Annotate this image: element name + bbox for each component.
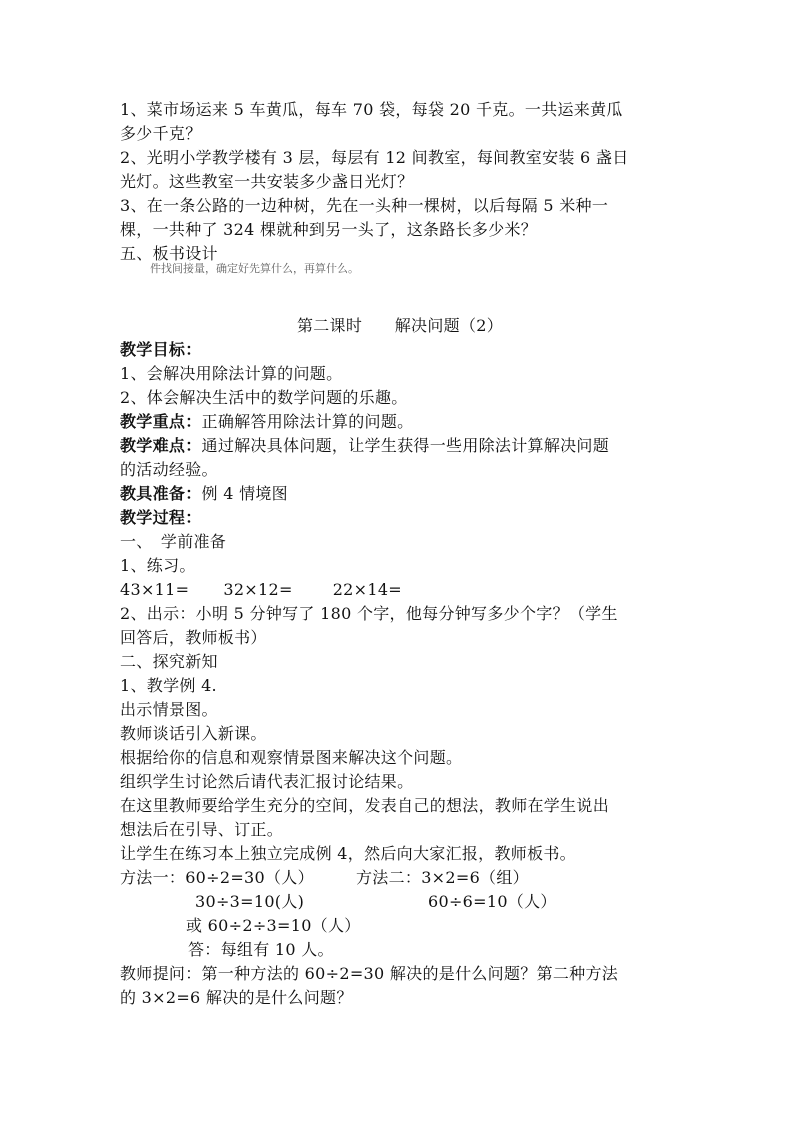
section-2-heading: 二、探究新知: [120, 652, 218, 671]
problem-3-line-2: 棵，一共种了 324 棵就种到另一头了，这条路长多少米？: [120, 220, 538, 239]
problem-1-line-1: 1、菜市场运来 5 车黄瓜，每车 70 袋，每袋 20 千克。一共运来黄瓜: [120, 100, 623, 119]
problem-3-line-1: 3、在一条公路的一边种树，先在一头种一棵树，以后每隔 5 米种一: [120, 196, 609, 215]
show-problem-line-2: 回答后，教师板书）: [120, 628, 267, 647]
tools-text: 例 4 情境图: [201, 484, 288, 503]
method-2-line-1: 方法二：3×2=6（组）: [356, 868, 529, 887]
difficulty-label: 教学难点：: [120, 436, 202, 455]
problem-2-line-2: 光灯。这些教室一共安装多少盏日光灯？: [120, 172, 414, 191]
method-1-line-1: 方法一：60÷2=30（人）: [120, 868, 314, 887]
process-heading: 教学过程：: [120, 508, 202, 527]
step-5: 在这里教师要给学生充分的空间，发表自己的想法，教师在学生说出: [120, 796, 610, 815]
step-6: 想法后在引导、订正。: [120, 820, 284, 839]
step-4: 组织学生讨论然后请代表汇报讨论结果。: [120, 772, 414, 791]
problem-2-line-1: 2、光明小学教学楼有 3 层，每层有 12 间教室，每间教室安装 6 盏日: [120, 148, 629, 167]
lesson-title: 第二课时 解决问题（2）: [296, 316, 504, 335]
problem-1-line-2: 多少千克？: [120, 124, 202, 143]
method-2-line-2: 60÷6=10（人）: [428, 892, 557, 911]
exercise-row: [120, 578, 680, 602]
tools: [120, 482, 680, 506]
exercise-3: 22×14=: [332, 580, 403, 599]
exercise-2: 32×12=: [223, 580, 293, 599]
step-3: 根据给你的信息和观察情景图来解决这个问题。: [120, 748, 463, 767]
practice-heading: 1、练习。: [120, 556, 196, 575]
tools-label: 教具准备：: [120, 484, 202, 503]
teacher-question-line-2: 的 3×2=6 解决的是什么问题？: [120, 988, 353, 1007]
example-heading: 1、教学例 4.: [120, 676, 217, 695]
goals-heading: 教学目标：: [120, 340, 202, 359]
difficulty-line-1: [120, 434, 680, 458]
difficulty-line-2: 的活动经验。: [120, 460, 218, 479]
answer-line: 答：每组有 10 人。: [188, 940, 334, 959]
step-2: 教师谈话引入新课。: [120, 724, 267, 743]
step-1: 出示情景图。: [120, 700, 218, 719]
show-problem-line-1: 2、出示：小明 5 分钟写了 180 个字，他每分钟写多少个字？（学生: [120, 604, 618, 623]
section-1-heading: 一、 学前准备: [120, 532, 227, 551]
teacher-question-line-1: 教师提问：第一种方法的 60÷2=30 解决的是什么问题？第二种方法: [120, 964, 619, 983]
key-point-label: 教学重点：: [120, 412, 202, 431]
alternative-method: 或 60÷2÷3=10（人）: [186, 916, 361, 935]
exercise-1: 43×11=: [120, 580, 190, 599]
key-point-text: 正确解答用除法计算的问题。: [201, 412, 414, 431]
key-point: [120, 410, 680, 434]
difficulty-text: 通过解决具体问题，让学生获得一些用除法计算解决问题: [201, 436, 610, 455]
goal-1: 1、会解决用除法计算的问题。: [120, 364, 343, 383]
goal-2: 2、体会解决生活中的数学问题的乐趣。: [120, 388, 408, 407]
board-design-heading: 五、板书设计: [120, 244, 218, 263]
step-7: 让学生在练习本上独立完成例 4，然后向大家汇报，教师板书。: [120, 844, 576, 863]
method-1-line-2: 30÷3=10(人): [195, 892, 305, 911]
faded-board-note: 件找间接量，确定好先算什么，再算什么。: [150, 262, 359, 275]
